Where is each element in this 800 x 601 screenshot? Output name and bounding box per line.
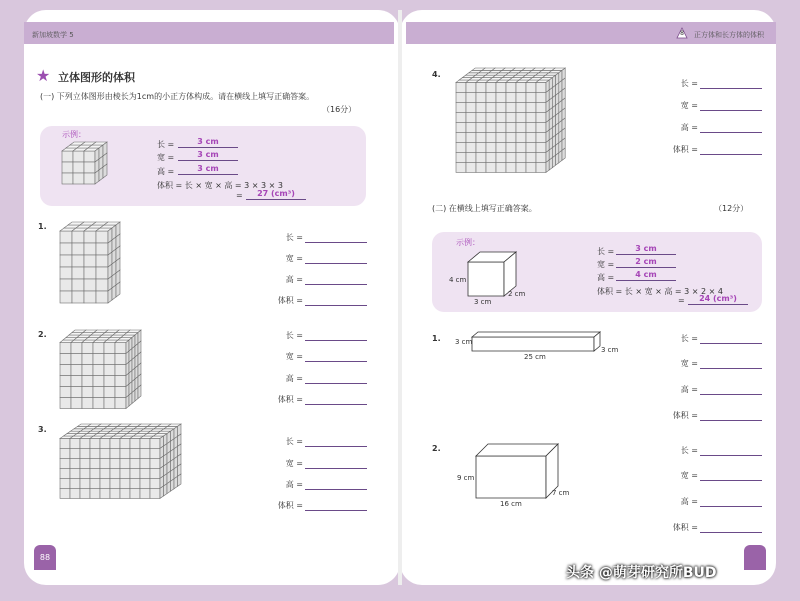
right-item-3-width-blank[interactable] <box>700 479 762 481</box>
ex-width-answer: 3 cm <box>178 150 238 161</box>
right-item-1-height-label: 高 = <box>680 123 698 132</box>
ex-volume-formula: 体积 = 长 × 宽 × 高 = 3 × 3 × 3 <box>157 181 284 190</box>
r1-dim-length: 25 cm <box>524 353 546 361</box>
left-item-2-width-blank[interactable] <box>305 360 367 362</box>
cube-figure-3 <box>58 422 188 517</box>
ex2-dim-height: 4 cm <box>449 276 467 284</box>
page-gutter <box>398 10 402 585</box>
section-title: 立体图形的体积 <box>58 71 135 84</box>
left-item-3-length-label: 长 = <box>285 437 303 446</box>
right-item-3-volume-label: 体积 = <box>672 523 698 532</box>
left-item-3-height-label: 高 = <box>285 480 303 489</box>
left-item-3-volume-label: 体积 = <box>277 501 303 510</box>
long-cuboid <box>470 330 602 354</box>
page-number-left: 88 <box>34 545 56 570</box>
part2-intro: (二) 在横线上填写正确答案。 <box>432 204 537 213</box>
left-item-3-volume-blank[interactable] <box>305 509 367 511</box>
r-item-2-number: 2. <box>432 444 441 453</box>
ex2-dim-width: 2 cm <box>508 290 526 298</box>
cube-figure-2 <box>58 328 153 418</box>
left-item-2-volume-label: 体积 = <box>277 395 303 404</box>
ex2-length-answer: 3 cm <box>616 244 676 255</box>
item-4-number: 4. <box>432 70 441 79</box>
left-item-1-volume-label: 体积 = <box>277 296 303 305</box>
right-item-1-length-blank[interactable] <box>700 87 762 89</box>
left-item-1-length-label: 长 = <box>285 233 303 242</box>
right-item-2-height-blank[interactable] <box>700 393 762 395</box>
r2-dim-height: 9 cm <box>457 474 475 482</box>
left-item-3-width-blank[interactable] <box>305 467 367 469</box>
chapter-badge: 8 <box>676 27 688 39</box>
ex2-dim-length: 3 cm <box>474 298 492 306</box>
right-item-3-volume-blank[interactable] <box>700 531 762 533</box>
cube-figure-1 <box>58 220 130 315</box>
r1-dim-height: 3 cm <box>455 338 473 346</box>
right-item-1-height-blank[interactable] <box>700 131 762 133</box>
ex-volume-answer: 27 (cm³) <box>246 189 306 200</box>
r2-dim-length: 16 cm <box>500 500 522 508</box>
left-item-2-length-blank[interactable] <box>305 339 367 341</box>
left-item-1-width-blank[interactable] <box>305 262 367 264</box>
ex2-length-label: 长 = <box>597 247 615 256</box>
cube-figure-4 <box>454 66 574 184</box>
right-item-1-width-blank[interactable] <box>700 109 762 111</box>
example-title: 示例： <box>62 130 86 139</box>
left-item-1-height-label: 高 = <box>285 275 303 284</box>
cuboid-figure <box>474 442 560 500</box>
example-cube-3x3x3 <box>60 140 110 195</box>
right-item-2-volume-blank[interactable] <box>700 419 762 421</box>
ex-length-answer: 3 cm <box>178 137 238 148</box>
right-item-1-volume-blank[interactable] <box>700 153 762 155</box>
item-2-number: 2. <box>38 330 47 339</box>
left-header-text: 新加坡数学 5 <box>32 31 74 39</box>
ex-length-label: 长 = <box>157 140 175 149</box>
ex-height-label: 高 = <box>157 167 175 176</box>
left-item-2-height-label: 高 = <box>285 374 303 383</box>
left-item-2-width-label: 宽 = <box>285 352 303 361</box>
right-item-1-volume-label: 体积 = <box>672 145 698 154</box>
ex2-width-answer: 2 cm <box>616 257 676 268</box>
right-item-3-length-label: 长 = <box>680 446 698 455</box>
ex2-height-answer: 4 cm <box>616 270 676 281</box>
left-header-bar <box>24 22 394 44</box>
part1-score: （16分） <box>322 105 357 114</box>
left-item-2-length-label: 长 = <box>285 331 303 340</box>
ex2-width-label: 宽 = <box>597 260 615 269</box>
left-item-1-volume-blank[interactable] <box>305 304 367 306</box>
left-item-3-length-blank[interactable] <box>305 445 367 447</box>
right-item-2-length-label: 长 = <box>680 334 698 343</box>
part2-score: （12分） <box>714 204 749 213</box>
right-item-3-length-blank[interactable] <box>700 454 762 456</box>
right-item-3-height-label: 高 = <box>680 497 698 506</box>
right-item-2-height-label: 高 = <box>680 385 698 394</box>
right-item-2-width-blank[interactable] <box>700 367 762 369</box>
right-item-1-width-label: 宽 = <box>680 101 698 110</box>
left-item-2-height-blank[interactable] <box>305 382 367 384</box>
right-item-2-volume-label: 体积 = <box>672 411 698 420</box>
right-item-2-length-blank[interactable] <box>700 342 762 344</box>
ex-eq: = <box>236 191 243 200</box>
left-item-1-length-blank[interactable] <box>305 241 367 243</box>
watermark: 头条 @萌芽研究所BUD <box>566 565 717 581</box>
right-item-3-width-label: 宽 = <box>680 471 698 480</box>
left-item-1-height-blank[interactable] <box>305 283 367 285</box>
ex2-volume-formula: 体积 = 长 × 宽 × 高 = 3 × 2 × 4 <box>597 287 724 296</box>
r2-dim-width: 7 cm <box>552 489 570 497</box>
left-item-1-width-label: 宽 = <box>285 254 303 263</box>
right-item-2-width-label: 宽 = <box>680 359 698 368</box>
r1-dim-width: 3 cm <box>601 346 619 354</box>
example-2-title: 示例： <box>456 238 480 247</box>
part1-intro: (一) 下列立体图形由棱长为1cm的小正方体构成。请在横线上填写正确答案。 <box>40 92 315 101</box>
page-number-right <box>744 545 766 570</box>
left-item-3-height-blank[interactable] <box>305 488 367 490</box>
item-3-number: 3. <box>38 425 47 434</box>
item-1-number: 1. <box>38 222 47 231</box>
left-item-3-width-label: 宽 = <box>285 459 303 468</box>
right-item-1-length-label: 长 = <box>680 79 698 88</box>
ex2-volume-answer: 24 (cm³) <box>688 294 748 305</box>
right-header-text: 正方体和长方体的体积 <box>694 31 764 39</box>
left-item-2-volume-blank[interactable] <box>305 403 367 405</box>
ex2-height-label: 高 = <box>597 273 615 282</box>
star-icon: ★ <box>36 66 51 85</box>
right-item-3-height-blank[interactable] <box>700 505 762 507</box>
ex-width-label: 宽 = <box>157 153 175 162</box>
r-item-1-number: 1. <box>432 334 441 343</box>
ex-height-answer: 3 cm <box>178 164 238 175</box>
